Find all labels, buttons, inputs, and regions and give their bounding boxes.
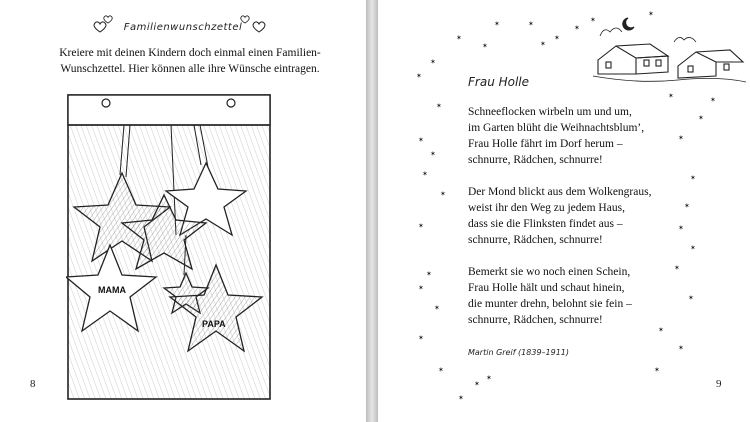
svg-text:✶: ✶	[418, 334, 424, 342]
svg-text:✶: ✶	[678, 224, 684, 232]
svg-text:✶: ✶	[436, 102, 442, 110]
poem-line: die munter drehn, belohnt sie fein –	[468, 298, 632, 310]
svg-text:✶: ✶	[434, 304, 440, 312]
poem-line: Bemerkt sie wo noch einen Schein,	[468, 266, 631, 278]
svg-text:✶: ✶	[668, 92, 674, 100]
svg-text:✶: ✶	[678, 344, 684, 352]
svg-text:✶: ✶	[486, 374, 492, 382]
poem-line: Schneeflocken wirbeln um und um,	[468, 106, 632, 118]
svg-text:✶: ✶	[430, 150, 436, 158]
svg-text:✶: ✶	[574, 24, 580, 32]
poem-line: dass sie die Flinksten findet aus –	[468, 218, 623, 230]
page-number: 8	[30, 378, 36, 390]
svg-text:✶: ✶	[474, 380, 480, 388]
svg-text:✶: ✶	[528, 20, 534, 28]
svg-text:✶: ✶	[418, 284, 424, 292]
right-page	[378, 0, 750, 422]
svg-text:✶: ✶	[458, 394, 464, 402]
poem-line: schnurre, Rädchen, schnurre!	[468, 314, 603, 326]
svg-text:✶: ✶	[456, 34, 462, 42]
stanza	[468, 104, 708, 168]
svg-text:✶: ✶	[698, 114, 704, 122]
page-title: Familienwunschzettel	[123, 22, 243, 33]
svg-text:✶: ✶	[590, 16, 596, 24]
svg-text:✶: ✶	[678, 134, 684, 142]
poem-line: Der Mond blickt aus dem Wolkengraus,	[468, 186, 652, 198]
svg-text:✶: ✶	[422, 170, 428, 178]
poem-line: schnurre, Rädchen, schnurre!	[468, 234, 603, 246]
poem-line: im Garten blüht die Weihnachtsblum’,	[468, 122, 645, 134]
svg-text:✶: ✶	[430, 58, 436, 66]
poem-line: weist ihr den Weg zu jedem Haus,	[468, 202, 625, 214]
stanza	[468, 264, 708, 328]
svg-text:✶: ✶	[674, 264, 680, 272]
svg-text:✶: ✶	[418, 222, 424, 230]
poem-line: Frau Holle hält und schaut hinein,	[468, 282, 625, 294]
poem-author: Martin Greif (1839–1911)	[468, 348, 570, 357]
intro-text: Kreiere mit deinen Kindern doch einmal einen Familien-Wunschzettel. Hier können alle ihre Wünsche eintragen.	[59, 47, 321, 75]
svg-text:✶: ✶	[540, 40, 546, 48]
poem-line: Frau Holle fährt im Dorf herum –	[468, 138, 623, 150]
wish-list-drawing	[66, 85, 276, 403]
svg-text:✶: ✶	[426, 270, 432, 278]
svg-text:✶: ✶	[658, 326, 664, 334]
svg-text:✶: ✶	[654, 366, 660, 374]
poem-text	[468, 104, 708, 344]
svg-text:✶: ✶	[438, 366, 444, 374]
svg-text:✶: ✶	[482, 42, 488, 50]
poem-line: schnurre, Rädchen, schnurre!	[468, 154, 603, 166]
svg-text:✶: ✶	[690, 244, 696, 252]
left-page	[0, 0, 366, 422]
poem-title: Frau Holle	[468, 75, 530, 89]
stanza	[468, 184, 708, 248]
svg-text:✶: ✶	[440, 190, 446, 198]
page-number: 9	[716, 378, 722, 390]
svg-text:✶: ✶	[418, 136, 424, 144]
svg-text:✶: ✶	[690, 174, 696, 182]
svg-text:✶: ✶	[554, 34, 560, 42]
svg-text:✶: ✶	[688, 294, 694, 302]
svg-text:✶: ✶	[648, 10, 654, 18]
star-label-papa: PAPA	[202, 319, 226, 329]
svg-text:✶: ✶	[494, 20, 500, 28]
star-label-mama: MAMA	[98, 285, 126, 295]
svg-text:✶: ✶	[710, 96, 716, 104]
book-gutter	[366, 0, 378, 422]
svg-text:✶: ✶	[684, 202, 690, 210]
svg-text:✶: ✶	[416, 72, 422, 80]
